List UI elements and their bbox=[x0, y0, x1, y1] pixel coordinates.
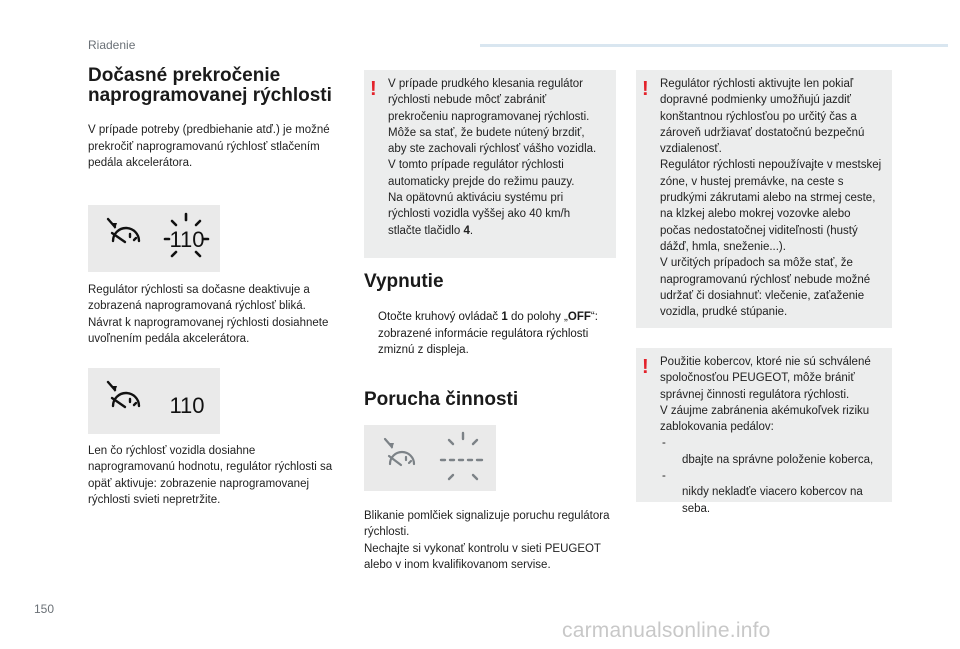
speedometer-icon bbox=[88, 368, 220, 434]
header-divider bbox=[480, 44, 948, 47]
section-label: Riadenie bbox=[88, 38, 136, 52]
display-steady-speed bbox=[88, 368, 220, 434]
watermark: carmanualsonline.info bbox=[562, 619, 771, 642]
warning-box-downhill bbox=[364, 70, 616, 258]
warning-icon: ! bbox=[642, 356, 649, 378]
heading-malfunction: Porucha činnosti bbox=[364, 388, 519, 410]
speedometer-icon bbox=[364, 425, 496, 491]
malfunction-paragraph: Blikanie pomlčiek signalizuje poruchu regulátora rýchlosti. Nechajte si vykonať kontrolu v sieti PEUGEOT alebo v inom kvalifikovanom servise. bbox=[364, 509, 610, 571]
reactivation-paragraph: Len čo rýchlosť vozidla dosiahne naprogramovanú hodnotu, regulátor rýchlosti sa opäť aktivuje: zobrazenie naprogramovanej rýchlosti svieti nepretržite. bbox=[88, 444, 333, 506]
section-title-line1: Dočasné prekročenie bbox=[88, 65, 281, 86]
warning-text: Použitie kobercov, ktoré nie sú schválené spoločnosťou PEUGEOT, môže brániť správnej činnosti regulátora rýchlosti. V záujme zabránenia akémukoľvek riziku zablokovania pedálov: bbox=[660, 356, 871, 434]
warning-text: V prípade prudkého klesania regulátor rýchlosti nebude môcť zabrániť prekročeniu naprogramovanej rýchlosti. Môže sa stať, že budete nútený brzdiť, aby ste zachovali rýchlosť vášho vozidla. V tomto prípade regulátor rýchlosti automaticky prejde do režimu pauzy. Na opätovnú aktiváciu systému pri rýchlosti vozidla vyššej ako 40 km/h stlačte tlačidlo 4. bbox=[388, 78, 597, 237]
page-number: 150 bbox=[34, 602, 55, 616]
heading-switch-off: Vypnutie bbox=[364, 271, 444, 292]
warning-icon: ! bbox=[370, 78, 377, 100]
warning-box-floor-mats bbox=[636, 348, 892, 515]
column-off-fault bbox=[364, 70, 616, 574]
display-fault-dashes bbox=[364, 425, 496, 491]
column-temporary-exceed bbox=[88, 66, 340, 509]
button-number: 4 bbox=[463, 224, 470, 237]
intro-paragraph: V prípade potreby (predbiehanie atď.) je možné prekročiť naprogramovanú rýchlosť stlačením pedála akcelerátora. bbox=[88, 124, 330, 169]
display1-value: 110 bbox=[169, 226, 205, 252]
deactivation-paragraph: Regulátor rýchlosti sa dočasne deaktivuje a zobrazená naprogramovaná rýchlosť bliká. Návrat k naprogramovanej rýchlosti dosiahnete uvoľnením pedála akcelerátora. bbox=[88, 283, 329, 345]
warning-icon: ! bbox=[642, 78, 649, 100]
list-item: - dbajte na správne položenie koberca, bbox=[662, 437, 874, 466]
section-title-line2: naprogramovanej rýchlosti bbox=[88, 85, 332, 106]
switch-off-instruction: Otočte kruhový ovládač 1 do polohy „OFF“: zobrazené informácie regulátora rýchlosti zmiznú z displeja. bbox=[378, 311, 598, 356]
section-title bbox=[88, 66, 340, 106]
column-warnings bbox=[636, 70, 892, 515]
display2-value: 110 bbox=[169, 392, 205, 418]
warning-box-conditions bbox=[636, 70, 892, 328]
warning-text: Regulátor rýchlosti aktivujte len pokiaľ dopravné podmienky umožňujú jazdiť konštantnou rýchlosťou po určitý čas a zároveň udržiavať dostatočnú bezpečnú vzdialenosť. Regulátor rýchlosti nepoužívajte v mestskej zóne, v hustej premávke, na ceste s prudkými zákrutami alebo na strmej ceste, na klzkej alebo mokrej vozovke alebo počas nedostatočnej viditeľnosti (hustý dážď, hmla, sneženie...). V určitých prípadoch sa môže stať, že naprogramovanú rýchlosť nebude možné udržať či dosiahnuť: vlečenie, zaťaženie vozidla, prudké stúpanie. bbox=[660, 78, 882, 319]
speedometer-icon bbox=[88, 205, 220, 272]
display-blinking-speed bbox=[88, 205, 220, 272]
list-item: - nikdy nekladťe viacero kobercov na seba. bbox=[662, 470, 863, 515]
